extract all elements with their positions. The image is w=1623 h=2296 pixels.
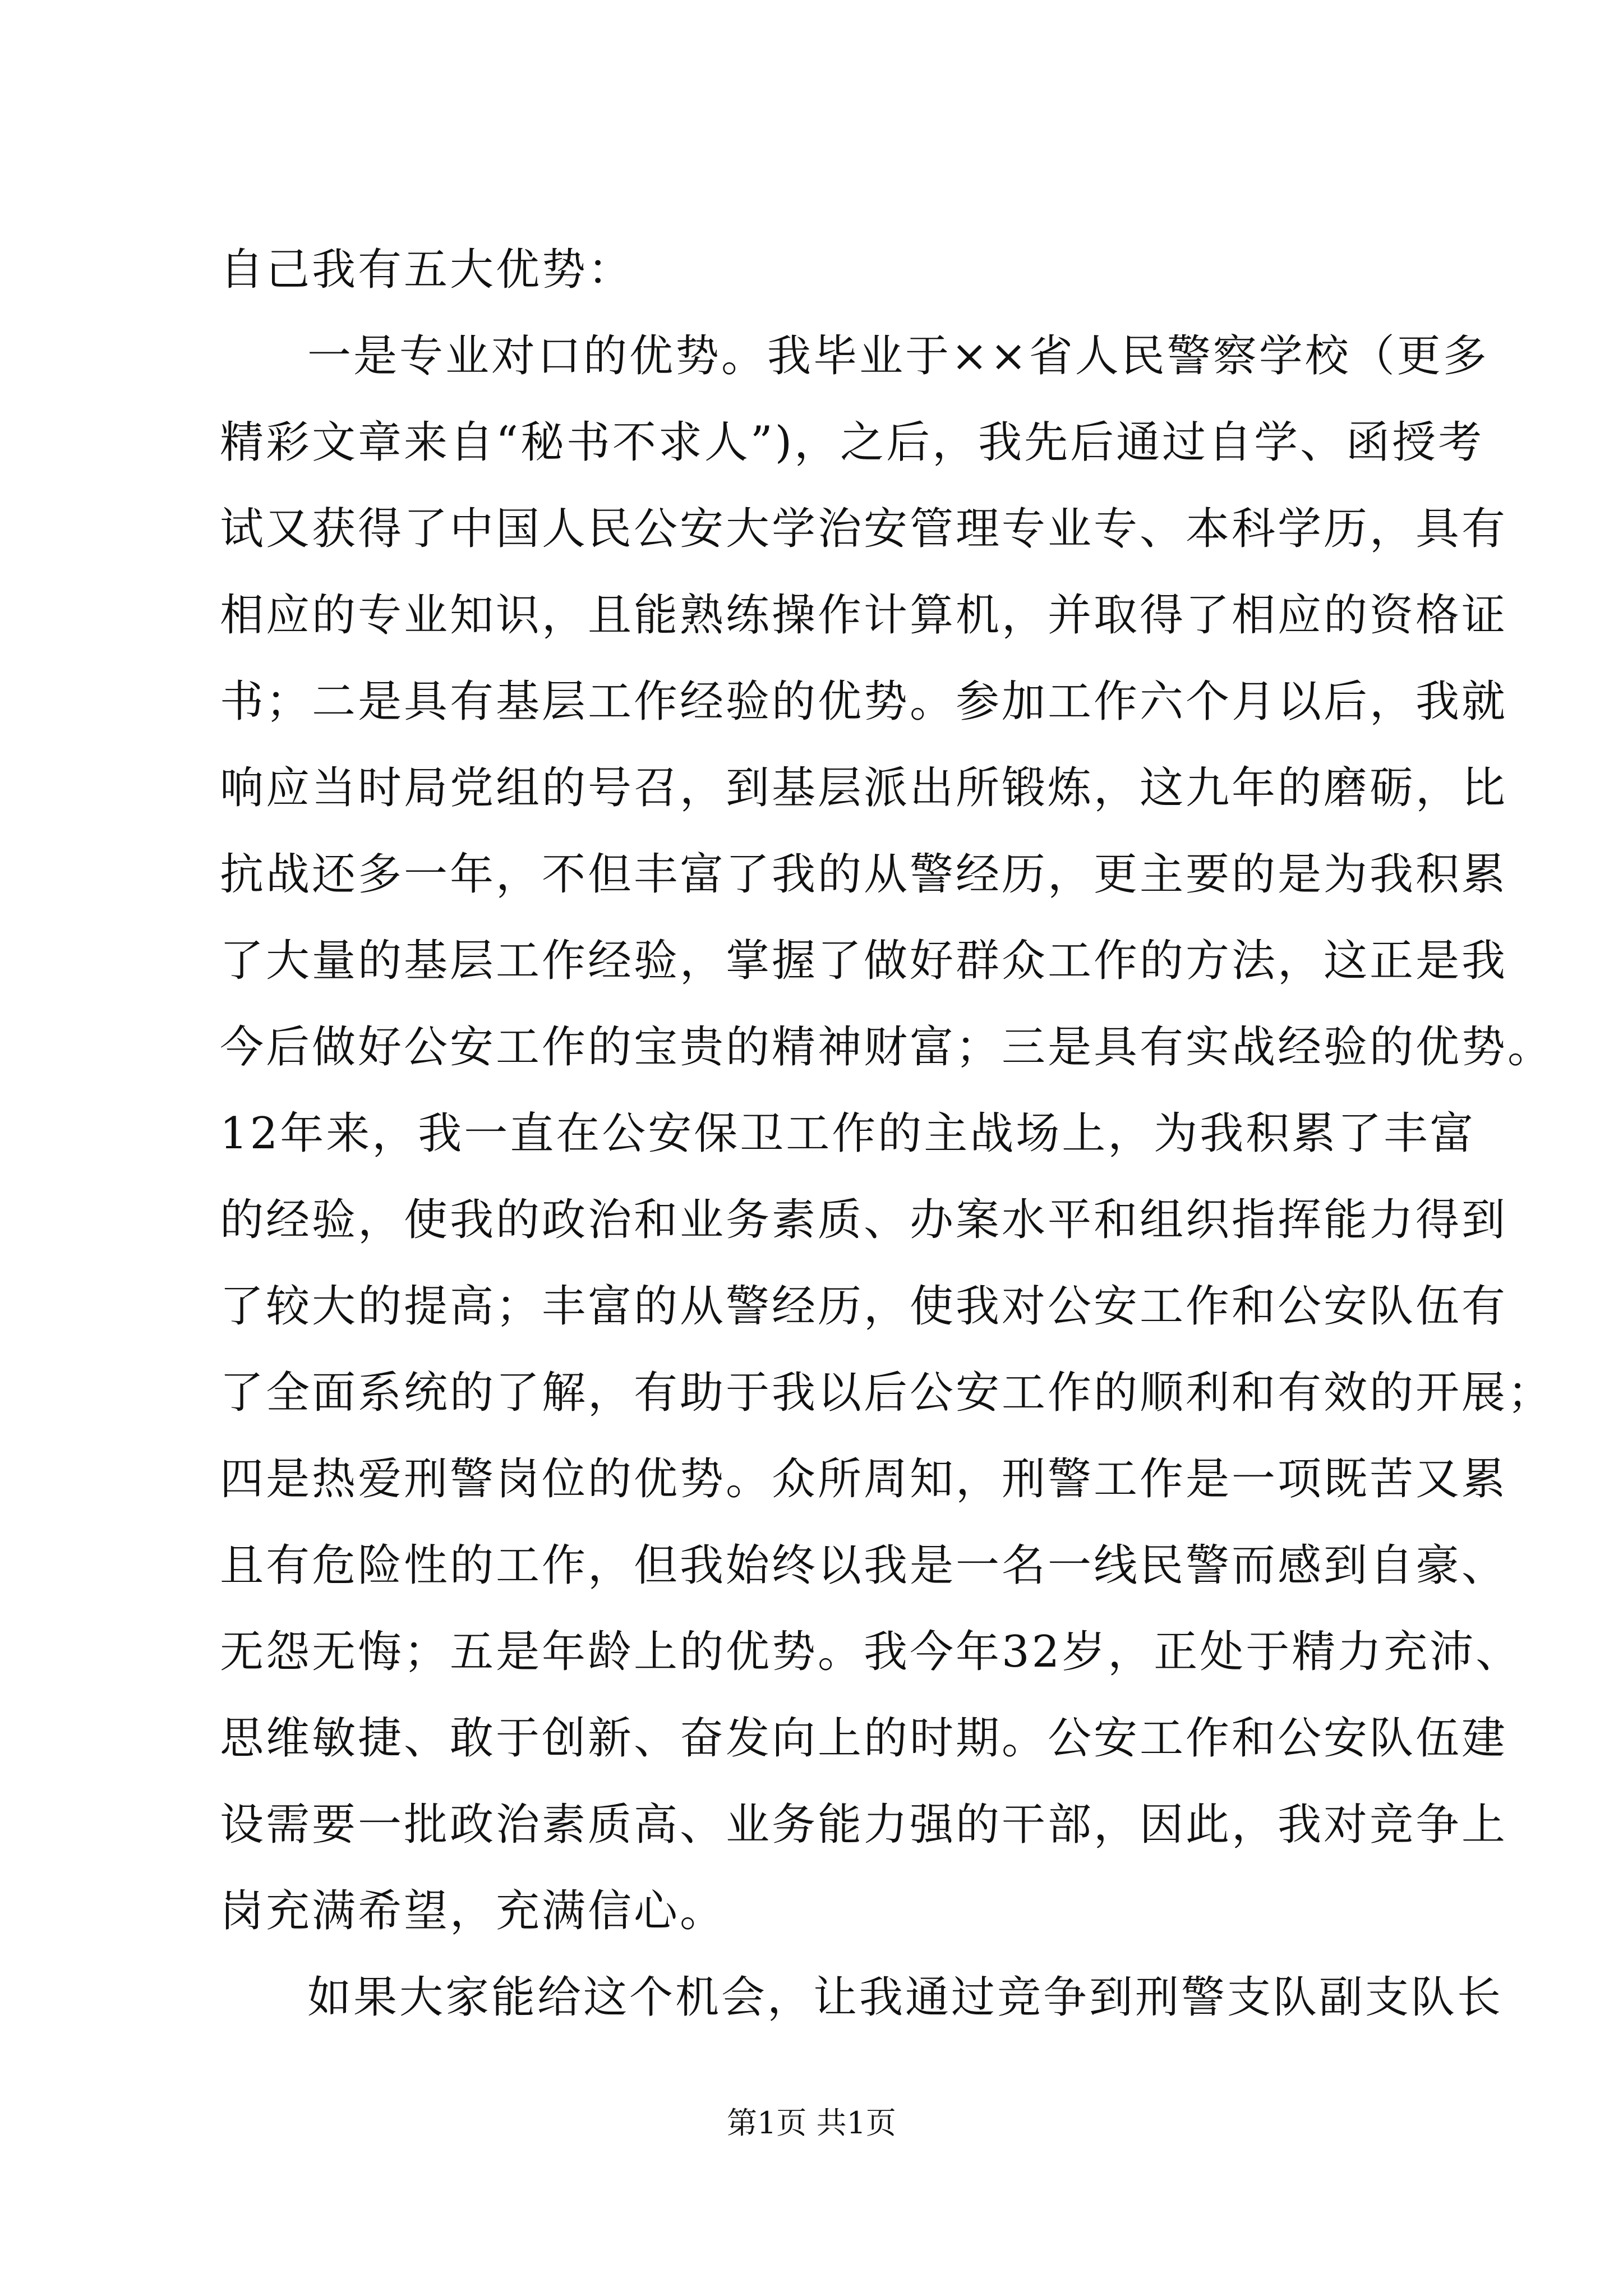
text-line: 相应的专业知识，且能熟练操作计算机，并取得了相应的资格证 [220,590,1508,641]
text-line: 且有危险性的工作，但我始终以我是一名一线民警而感到自豪、 [220,1540,1508,1591]
text-line: 了大量的基层工作经验，掌握了做好群众工作的方法，这正是我 [220,936,1508,986]
text-line: 思维敏捷、敢于创新、奋发向上的时期。公安工作和公安队伍建 [220,1713,1508,1764]
text-line: 书；二是具有基层工作经验的优势。参加工作六个月以后，我就 [220,677,1508,727]
text-line: 了全面系统的了解，有助于我以后公安工作的顺利和有效的开展； [220,1368,1554,1418]
text-line: 自己我有五大优势： [220,245,634,295]
text-line: 一是专业对口的优势。我毕业于××省人民警察学校（更多 [307,331,1489,381]
text-line: 今后做好公安工作的宝贵的精神财富；三是具有实战经验的优势。 [220,1022,1554,1073]
text-line: 无怨无悔；五是年龄上的优势。我今年32岁，正处于精力充沛、 [220,1627,1522,1677]
text-line: 响应当时局党组的号召，到基层派出所锻炼，这九年的磨砺，比 [220,763,1508,813]
page-footer: 第1页 共1页 [727,2105,896,2141]
text-line: 精彩文章来自“秘书不求人”)，之后，我先后通过自学、函授考 [220,417,1484,468]
text-line: 四是热爱刑警岗位的优势。众所周知，刑警工作是一项既苦又累 [220,1454,1508,1504]
text-line: 如果大家能给这个机会，让我通过竞争到刑警支队副支队长 [307,1972,1504,2023]
text-line: 设需要一批政治素质高、业务能力强的干部，因此，我对竞争上 [220,1800,1508,1850]
text-line: 12年来，我一直在公安保卫工作的主战场上，为我积累了丰富 [220,1108,1476,1159]
text-line: 试又获得了中国人民公安大学治安管理专业专、本科学历，具有 [220,504,1508,554]
text-line: 岗充满希望，充满信心。 [220,1886,726,1936]
body-text [220,227,1554,2041]
text-line: 了较大的提高；丰富的从警经历，使我对公安工作和公安队伍有 [220,1281,1508,1332]
text-line: 的经验，使我的政治和业务素质、办案水平和组织指挥能力得到 [220,1195,1508,1245]
text-line: 抗战还多一年，不但丰富了我的从警经历，更主要的是为我积累 [220,849,1508,900]
